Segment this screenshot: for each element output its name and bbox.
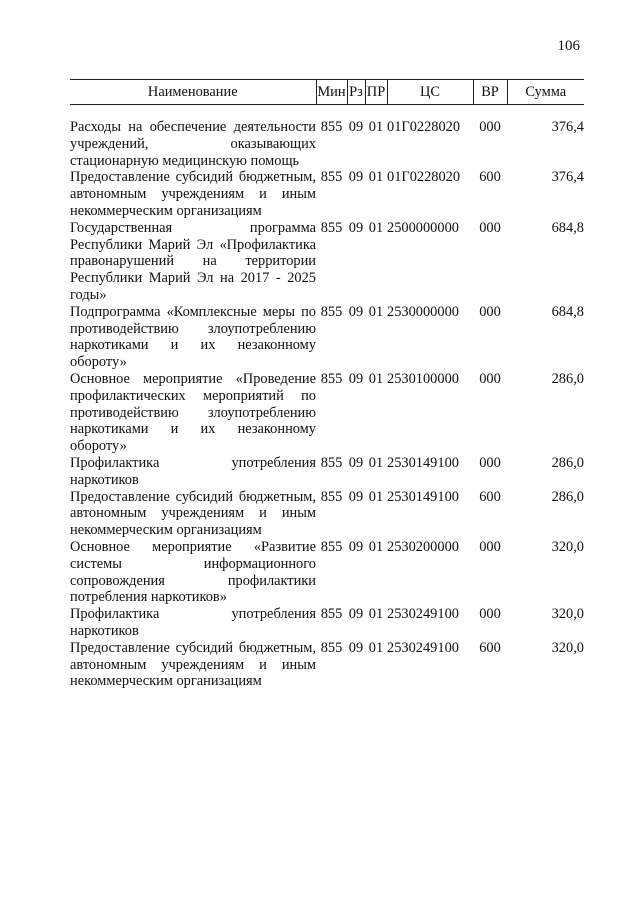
cell-min: 855 <box>320 119 343 135</box>
cell-rz: 09 <box>348 454 364 471</box>
cell-min: 855 <box>320 488 343 505</box>
cell-cs: 2530249100 <box>387 606 459 623</box>
table-row <box>70 640 584 690</box>
cell-pr: 01 <box>368 639 384 656</box>
cell-sum: 320,0 <box>551 606 584 623</box>
cell-min: 855 <box>320 219 343 236</box>
cell-cs: 01Г0228020 <box>387 169 461 186</box>
table-row <box>70 220 584 304</box>
header-min: Мин <box>316 80 347 105</box>
cell-pr: 01 <box>368 370 384 387</box>
cell-vr: 000 <box>479 219 501 236</box>
cell-name: Основное мероприятие «Развитие системы информационного сопровождения профилактики потребления наркотиков» <box>70 538 316 606</box>
header-vr: ВР <box>473 80 507 105</box>
cell-sum: 286,0 <box>551 488 584 505</box>
cell-min: 855 <box>320 606 343 623</box>
cell-cs: 2530149100 <box>387 454 459 471</box>
cell-name: Профилактика употребления наркотиков <box>70 454 316 488</box>
cell-cs: 2500000000 <box>387 219 459 236</box>
cell-min: 855 <box>320 454 343 471</box>
cell-min: 855 <box>320 169 343 186</box>
header-pr: ПР <box>365 80 387 105</box>
cell-rz: 09 <box>348 488 364 505</box>
cell-vr: 000 <box>479 370 501 387</box>
cell-pr: 01 <box>368 606 384 623</box>
cell-sum: 376,4 <box>551 169 584 186</box>
cell-rz: 09 <box>348 219 364 236</box>
cell-sum: 684,8 <box>551 303 584 320</box>
cell-cs: 2530100000 <box>387 370 459 387</box>
cell-name: Государственная программа Республики Марий Эл «Профилактика правонарушений на территории Республики Марий Эл на 2017 - 2025 годы» <box>70 219 316 303</box>
cell-vr: 000 <box>479 454 501 471</box>
header-name: Наименование <box>70 80 316 105</box>
cell-sum: 286,0 <box>551 454 584 471</box>
cell-name: Основное мероприятие «Проведение профилактических мероприятий по противодействию злоупотреблению наркотиками и их незаконному обороту» <box>70 370 316 455</box>
table-header <box>70 80 584 105</box>
cell-pr: 01 <box>368 454 384 471</box>
cell-name: Подпрограмма «Комплексные меры по противодействию злоупотреблению наркотиками и их незаконному обороту» <box>70 303 316 371</box>
table-row <box>70 455 584 489</box>
cell-sum: 320,0 <box>551 639 584 656</box>
cell-rz: 09 <box>348 606 364 623</box>
cell-rz: 09 <box>348 303 364 320</box>
cell-cs: 01Г0228020 <box>387 119 461 135</box>
header-rz: Рз <box>347 80 365 105</box>
header-cs: ЦС <box>387 80 473 105</box>
cell-pr: 01 <box>368 488 384 505</box>
cell-rz: 09 <box>348 370 364 387</box>
budget-table <box>70 79 584 690</box>
cell-sum: 320,0 <box>551 538 584 555</box>
cell-name: Предоставление субсидий бюджетным, автономным учреждениям и иным некоммерческим организациям <box>70 169 316 219</box>
cell-sum: 684,8 <box>551 219 584 236</box>
header-sum: Сумма <box>507 80 584 105</box>
cell-pr: 01 <box>368 169 384 186</box>
cell-rz: 09 <box>348 119 364 135</box>
cell-pr: 01 <box>368 303 384 320</box>
table-row <box>70 489 584 539</box>
cell-min: 855 <box>320 303 343 320</box>
cell-cs: 2530249100 <box>387 639 459 656</box>
cell-sum: 376,4 <box>551 119 584 135</box>
cell-cs: 2530149100 <box>387 488 459 505</box>
cell-sum: 286,0 <box>551 370 584 387</box>
cell-rz: 09 <box>348 169 364 186</box>
table-row <box>70 304 584 371</box>
cell-vr: 000 <box>479 606 501 623</box>
cell-pr: 01 <box>368 219 384 236</box>
cell-pr: 01 <box>368 538 384 555</box>
cell-min: 855 <box>320 370 343 387</box>
header-spacer <box>70 105 584 120</box>
cell-rz: 09 <box>348 639 364 656</box>
cell-min: 855 <box>320 639 343 656</box>
cell-min: 855 <box>320 538 343 555</box>
page-number: 106 <box>557 38 580 54</box>
cell-cs: 2530000000 <box>387 303 459 320</box>
cell-vr: 600 <box>479 639 501 656</box>
cell-vr: 600 <box>479 169 501 186</box>
cell-pr: 01 <box>368 119 384 135</box>
cell-vr: 000 <box>479 119 501 135</box>
table-body <box>70 105 584 691</box>
cell-vr: 000 <box>479 538 501 555</box>
table-row <box>70 539 584 606</box>
cell-cs: 2530200000 <box>387 538 459 555</box>
cell-name: Предоставление субсидий бюджетным, автономным учреждениям и иным некоммерческим организациям <box>70 488 316 539</box>
table-row <box>70 119 584 169</box>
table-row <box>70 606 584 640</box>
cell-vr: 600 <box>479 488 501 505</box>
table-row <box>70 169 584 219</box>
cell-name: Предоставление субсидий бюджетным, автономным учреждениям и иным некоммерческим организациям <box>70 639 316 690</box>
cell-rz: 09 <box>348 538 364 555</box>
cell-name: Профилактика употребления наркотиков <box>70 606 316 639</box>
table-row <box>70 371 584 455</box>
cell-name: Расходы на обеспечение деятельности учреждений, оказывающих стационарную медицинскую помощь <box>70 119 316 169</box>
cell-vr: 000 <box>479 303 501 320</box>
